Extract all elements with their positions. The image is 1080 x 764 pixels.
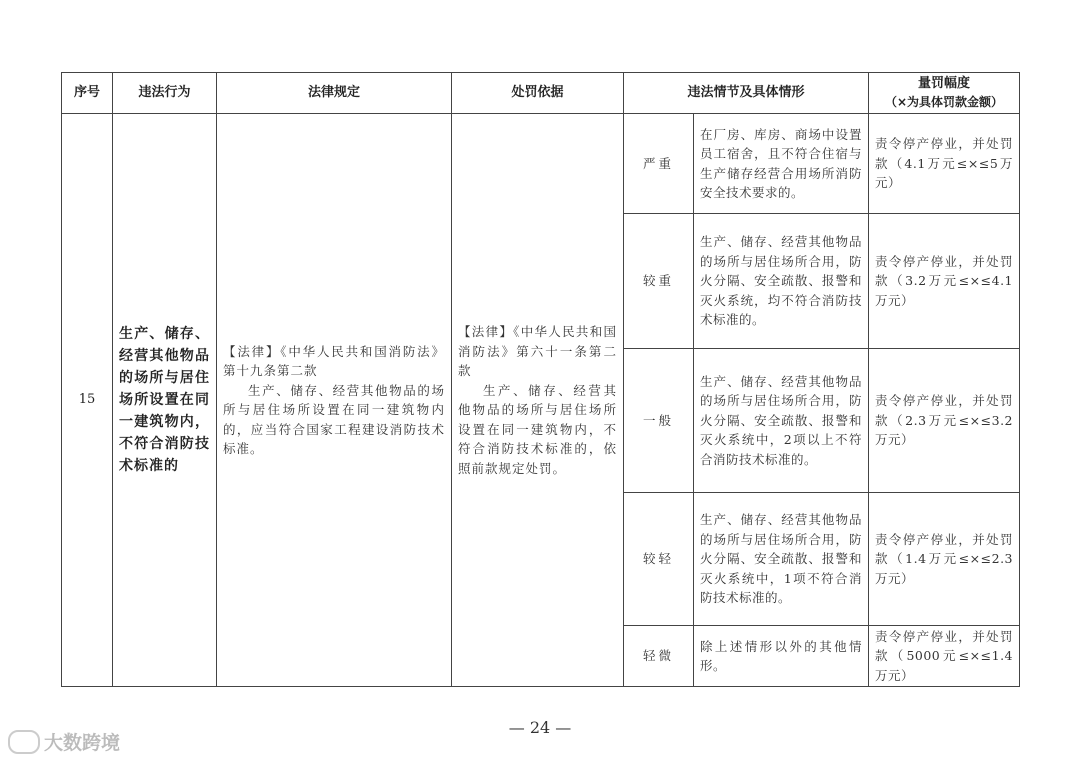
severity-description: 生产、储存、经营其他物品的场所与居住场所合用，防火分隔、安全疏散、报警和灭火系统中，1项不符合消防技术标准的。 [694, 493, 869, 626]
page-number: — 24 — [508, 718, 572, 737]
penalty-basis [452, 114, 624, 687]
basis-title: 【法律】《中华人民共和国消防法》第六十一条第二款 [458, 324, 617, 378]
fine-range: 责令停产停业，并处罚款（4.1万元≤×≤5万元） [869, 114, 1020, 214]
header-fine-note: （×为具体罚款金额） [884, 94, 1004, 109]
header-fine-title: 量罚幅度 [918, 75, 971, 91]
legal-provision [217, 114, 452, 687]
header-circumstance: 违法情节及具体情形 [624, 73, 869, 114]
law-body: 生产、储存、经营其他物品的场所与居住场所设置在同一建筑物内的，应当符合国家工程建设消防技术标准。 [223, 382, 445, 456]
watermark [8, 728, 120, 755]
header-law: 法律规定 [217, 73, 452, 114]
severity-level: 较重 [624, 214, 694, 349]
fine-range: 责令停产停业，并处罚款（2.3万元≤×≤3.2万元） [869, 349, 1020, 493]
fine-range: 责令停产停业，并处罚款（3.2万元≤×≤4.1万元） [869, 214, 1020, 349]
watermark-text: 大数跨境 [44, 732, 121, 754]
basis-body: 生产、储存、经营其他物品的场所与居住场所设置在同一建筑物内，不符合消防技术标准的，依照前款规定处罚。 [458, 382, 617, 476]
law-title: 【法律】《中华人民共和国消防法》第十九条第二款 [223, 343, 445, 378]
severity-description: 生产、储存、经营其他物品的场所与居住场所合用，防火分隔、安全疏散、报警和灭火系统，均不符合消防技术标准的。 [694, 214, 869, 349]
row-number: 15 [62, 114, 113, 687]
header-fine [869, 73, 1020, 114]
table-row [62, 114, 1020, 214]
severity-description: 生产、储存、经营其他物品的场所与居住场所合用，防火分隔、安全疏散、报警和灭火系统中，2项以上不符合消防技术标准的。 [694, 349, 869, 493]
severity-level: 较轻 [624, 493, 694, 626]
header-act: 违法行为 [113, 73, 217, 114]
severity-level: 严重 [624, 114, 694, 214]
severity-description: 除上述情形以外的其他情形。 [694, 626, 869, 687]
fine-range: 责令停产停业，并处罚款（5000元≤×≤1.4万元） [869, 626, 1020, 687]
header-basis: 处罚依据 [452, 73, 624, 114]
header-no: 序号 [62, 73, 113, 114]
severity-description: 在厂房、库房、商场中设置员工宿舍，且不符合住宿与生产储存经营合用场所消防安全技术要求的。 [694, 114, 869, 214]
watermark-logo-icon [8, 730, 40, 754]
violation-act: 生产、储存、经营其他物品的场所与居住场所设置在同一建筑物内，不符合消防技术标准的 [113, 114, 217, 687]
severity-level: 轻微 [624, 626, 694, 687]
header-row [62, 73, 1020, 114]
penalty-table [61, 72, 1020, 687]
severity-level: 一般 [624, 349, 694, 493]
fine-range: 责令停产停业，并处罚款（1.4万元≤×≤2.3万元） [869, 493, 1020, 626]
